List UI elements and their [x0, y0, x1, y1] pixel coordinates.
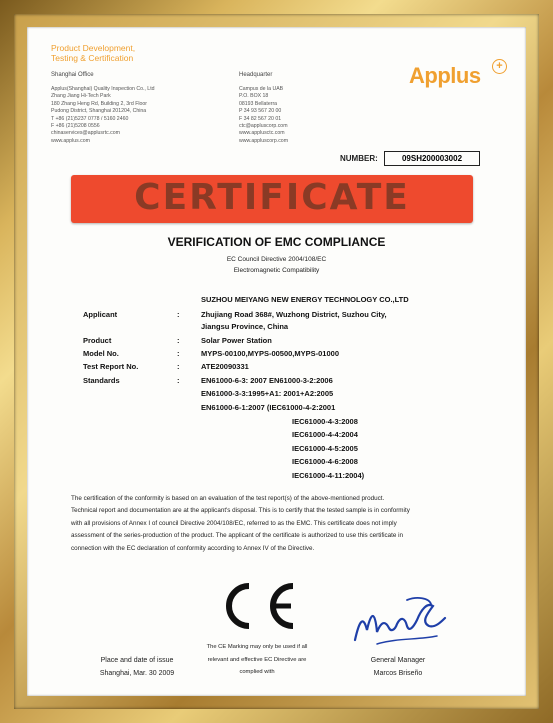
address-line: 180 Zhang Heng Rd, Building 2, 3rd Floor	[51, 100, 148, 107]
colon: :	[177, 376, 180, 385]
paragraph-line: connection with the EC declaration of conformity according to Annex IV of the Directive.	[71, 544, 315, 552]
address-line: www.appluscorp.com	[239, 137, 289, 144]
signatory-title: General Manager	[370, 657, 426, 664]
address-line: www.applus.com	[51, 137, 90, 144]
address-line: www.applusctc.com	[239, 130, 285, 137]
certificate-number: 09SH200003002	[384, 151, 480, 166]
left-office-label: Shanghai Office	[51, 72, 94, 78]
ce-caption-line: relevant and effective EC Directive are	[207, 656, 307, 663]
left-address	[51, 86, 155, 145]
paragraph-line: Technical report and documentation are at the applicant's disposal. This is to certify that the tested sample is in conformity	[71, 507, 410, 515]
address-line: F 34 82 567 20 01	[239, 115, 282, 122]
right-office-label: Headquarter	[239, 72, 273, 78]
header-title	[51, 43, 135, 63]
applus-logo: Applus	[409, 63, 481, 88]
company-name: SUZHOU MEIYANG NEW ENERGY TECHNOLOGY CO.,LTD	[201, 295, 409, 304]
paragraph-line: with all provisions of Annex I of council Directive 2004/108/EC, referred to as the EMC. This certificate does not imply	[71, 519, 397, 527]
address-line: chinaservices@applusrtc.com	[51, 130, 120, 137]
place-date-value: Shanghai, Mar. 30 2009	[99, 670, 175, 677]
right-address	[239, 86, 288, 145]
report-label: Test Report No.	[83, 362, 139, 371]
ce-caption-line: The CE Marking may only be used if all	[206, 644, 308, 650]
model-label: Model No.	[83, 349, 119, 358]
address-line: P 34 93 567 20 00	[239, 108, 282, 115]
address-line: Campus de la UAB	[239, 86, 284, 92]
colon: :	[177, 362, 180, 371]
ce-caption-line: complied with	[239, 669, 275, 675]
address-line: T +86 (21)5237 0778 / 5160 2460	[51, 115, 129, 122]
address-line: Pudong District, Shanghai 201204, China	[51, 108, 147, 115]
report-value: ATE20090331	[201, 362, 249, 371]
colon: :	[177, 336, 180, 345]
address-line: Applus(Shanghai) Quality Inspection Co., Ltd	[51, 86, 155, 92]
product-label: Product	[83, 336, 112, 345]
model-value: MYPS-00100,MYPS-00500,MYPS-01000	[201, 349, 339, 358]
paragraph-line: The certification of the conformity is based on an evaluation of the test report(s) of the above-mentioned product.	[71, 495, 385, 502]
directive-line: EC Council Directive 2004/108/EC	[226, 256, 327, 263]
standard-line: EN61000-6-1:2007 (IEC61000-4-2:2001	[201, 403, 336, 412]
handwritten-signature	[347, 592, 457, 652]
standard-line: EN61000-6-3: 2007 EN61000-3-2:2006	[201, 376, 333, 385]
subject-line: Electromagnetic Compatibility	[233, 267, 320, 274]
standard-line: IEC61000-4-4:2004	[292, 430, 358, 439]
standards-label: Standards	[83, 376, 120, 385]
address-line: ctc@appluscorp.com	[239, 123, 288, 130]
applicant-address-2: Jiangsu Province, China	[201, 322, 289, 331]
standard-line: IEC61000-4-11:2004)	[292, 471, 365, 480]
address-line: Zhang Jiang Hi-Tech Park	[51, 93, 111, 100]
ce-mark-icon	[213, 580, 299, 632]
standard-line: EN61000-3-3:1995+A1: 2001+A2:2005	[201, 389, 334, 398]
applus-plus-icon: +	[492, 59, 507, 74]
certificate-banner	[71, 175, 473, 223]
address-line: F +86 (21)5208 0556	[51, 123, 100, 130]
address-line: 08193 Bellaterra	[239, 100, 278, 107]
certificate-paper	[27, 27, 526, 696]
colon: :	[177, 310, 180, 319]
certificate-banner-text: CERTIFICATE	[134, 177, 410, 218]
ce-caption	[189, 641, 325, 679]
verification-title: VERIFICATION OF EMC COMPLIANCE	[167, 235, 386, 249]
standard-line: IEC61000-4-5:2005	[292, 444, 358, 453]
number-label: NUMBER:	[340, 154, 378, 163]
conformity-paragraph	[71, 493, 489, 555]
standard-line: IEC61000-4-6:2008	[292, 457, 358, 466]
address-line: P.O. BOX 18	[239, 93, 269, 100]
applicant-label: Applicant	[83, 310, 118, 319]
header-title-line2: Testing & Certification	[51, 53, 134, 63]
paragraph-line: assessment of the series-production of the product. The applicant of the certificate is authorized to use this certificate in	[71, 532, 404, 540]
standard-line: IEC61000-4-3:2008	[292, 417, 358, 426]
product-value: Solar Power Station	[201, 336, 272, 345]
signatory-name: Marcos Briseño	[373, 670, 423, 677]
header-title-line1: Product Development,	[51, 43, 136, 53]
applicant-address-1: Zhujiang Road 368#, Wuzhong District, Suzhou City,	[201, 310, 387, 319]
place-date-label: Place and date of issue	[100, 657, 174, 664]
colon: :	[177, 349, 180, 358]
